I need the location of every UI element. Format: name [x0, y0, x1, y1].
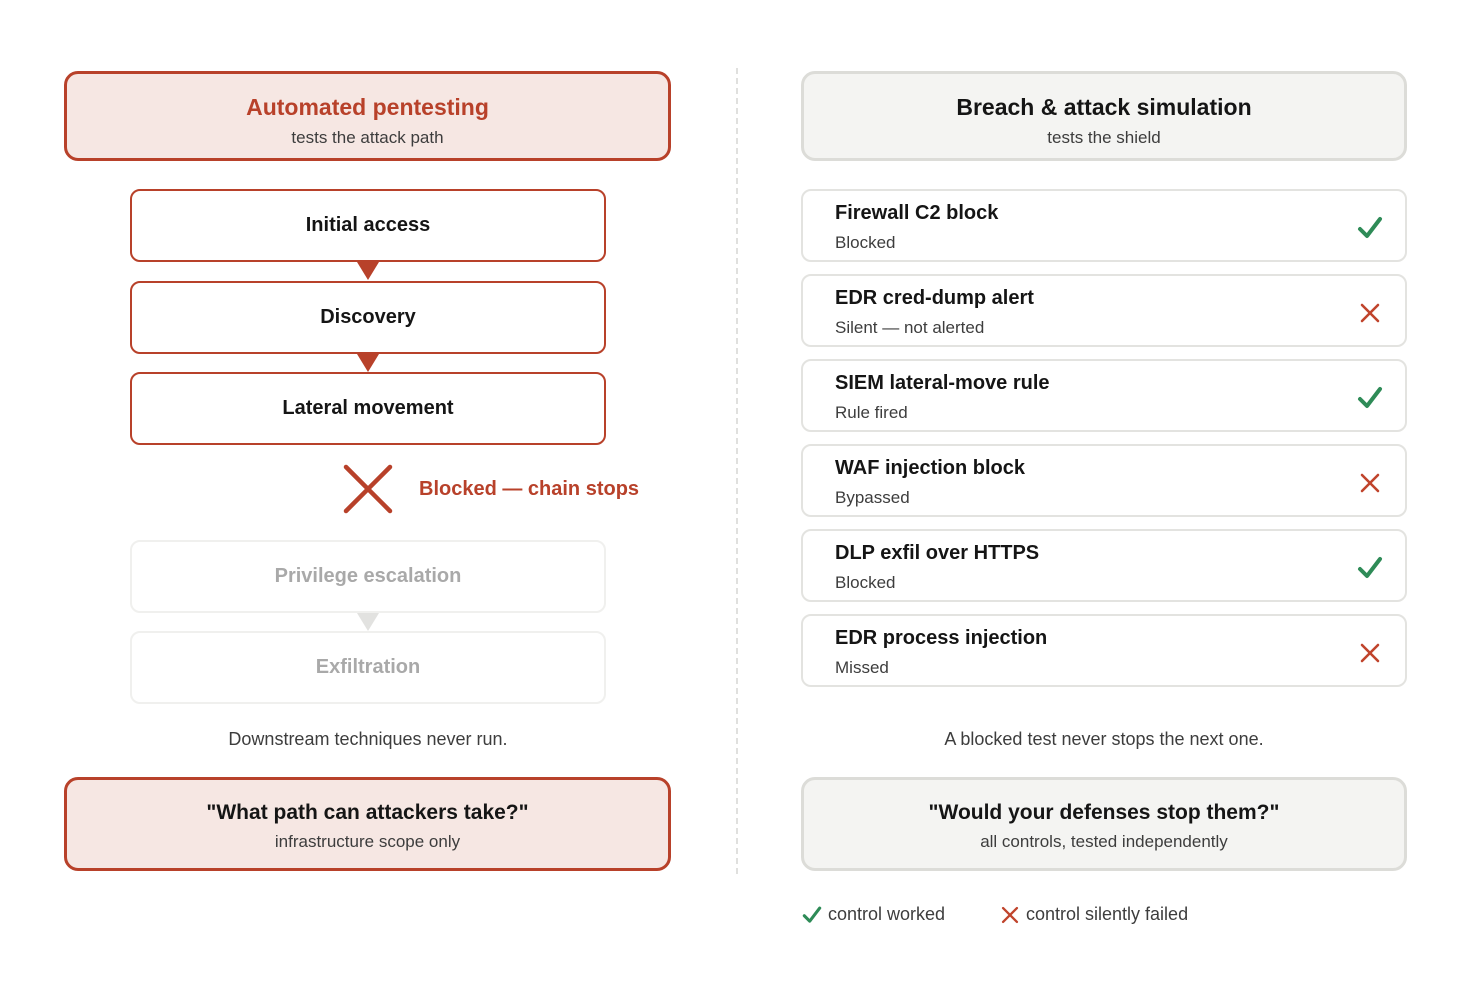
legend-failed: [1000, 904, 1188, 925]
x-icon: [1357, 640, 1383, 666]
pentesting-header: [64, 71, 671, 161]
blocked-x-icon: [343, 464, 393, 514]
x-icon: [1000, 905, 1020, 925]
step-privilege-escalation: Privilege escalation: [130, 540, 606, 613]
control-status: Blocked: [835, 573, 896, 592]
control-status: Missed: [835, 658, 889, 677]
step-lateral-movement: Lateral movement: [130, 372, 606, 445]
legend-worked: [802, 904, 945, 925]
control-status: Bypassed: [835, 488, 910, 507]
column-divider: [736, 68, 738, 874]
control-name: Firewall C2 block: [835, 202, 999, 224]
control-name: DLP exfil over HTTPS: [835, 542, 1040, 564]
x-icon: [1357, 470, 1383, 496]
legend-worked-label: control worked: [828, 904, 946, 924]
control-card: [801, 189, 1407, 262]
control-name: EDR process injection: [835, 627, 1048, 649]
pentesting-question: "What path can attackers take?": [206, 801, 529, 824]
bas-title: Breach & attack simulation: [956, 94, 1252, 120]
chain-arrow-dim: [357, 613, 379, 631]
control-card: [801, 274, 1407, 347]
pentesting-title: Automated pentesting: [246, 94, 489, 120]
left-note: Downstream techniques never run.: [228, 729, 508, 749]
pentesting-scope: infrastructure scope only: [274, 832, 461, 851]
control-card: [801, 359, 1407, 432]
pentesting-subtitle: tests the attack path: [291, 128, 444, 147]
check-icon: [1357, 555, 1383, 581]
control-card: [801, 444, 1407, 517]
control-name: SIEM lateral-move rule: [835, 372, 1050, 394]
bas-question-box: [801, 777, 1407, 871]
control-status: Rule fired: [835, 403, 908, 422]
pentesting-question-box: [64, 777, 671, 871]
control-card: [801, 529, 1407, 602]
control-status: Blocked: [835, 233, 896, 252]
check-icon: [802, 905, 822, 925]
step-discovery: Discovery: [130, 281, 606, 354]
x-icon: [1357, 300, 1383, 326]
chain-arrow: [357, 354, 379, 372]
control-status: Silent — not alerted: [835, 318, 985, 337]
check-icon: [1357, 215, 1383, 241]
control-card: [801, 614, 1407, 687]
control-name: WAF injection block: [835, 457, 1026, 479]
check-icon: [1357, 385, 1383, 411]
chain-arrow: [357, 262, 379, 280]
bas-header: [801, 71, 1407, 161]
bas-scope: all controls, tested independently: [980, 832, 1228, 851]
legend-failed-label: control silently failed: [1026, 904, 1189, 924]
step-exfiltration: Exfiltration: [130, 631, 606, 704]
control-name: EDR cred-dump alert: [835, 287, 1034, 309]
blocked-label: Blocked — chain stops: [419, 478, 640, 500]
bas-question: "Would your defenses stop them?": [928, 801, 1280, 824]
right-note: A blocked test never stops the next one.: [944, 729, 1264, 749]
bas-subtitle: tests the shield: [1047, 128, 1161, 147]
step-initial-access: Initial access: [130, 189, 606, 262]
